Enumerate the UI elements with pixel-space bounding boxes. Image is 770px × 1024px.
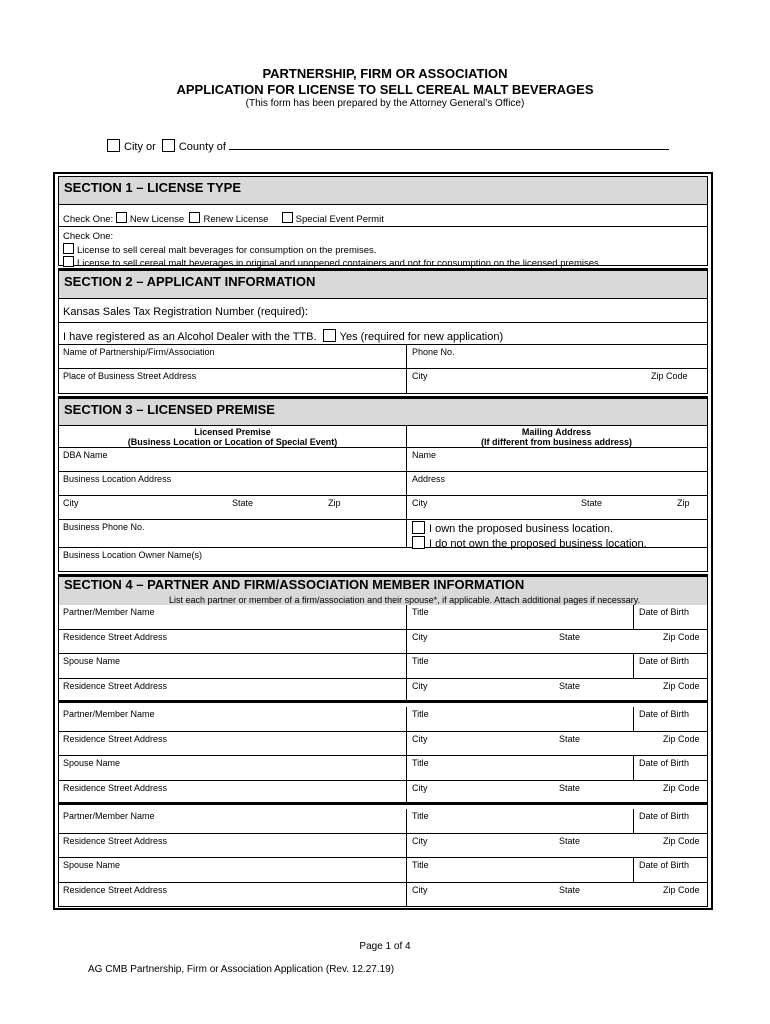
- residence-address-label: Residence Street Address: [63, 782, 168, 793]
- member-row: [59, 605, 707, 630]
- section-3-title: SECTION 3 – LICENSED PREMISE: [59, 399, 707, 426]
- date-of-birth-label: Date of Birth: [639, 811, 690, 821]
- title-label: Title: [412, 811, 429, 821]
- city-label: City or: [124, 141, 156, 153]
- section-2-title: SECTION 2 – APPLICANT INFORMATION: [59, 271, 707, 299]
- date-of-birth-label: Date of Birth: [639, 709, 690, 719]
- county-input[interactable]: [229, 139, 669, 150]
- member-row: [59, 858, 707, 883]
- form-title-line2: APPLICATION FOR LICENSE TO SELL CEREAL MALT BEVERAGES: [176, 82, 594, 97]
- s3-mail-zip-label: Zip: [677, 498, 690, 508]
- renew-license-label: Renew License: [203, 214, 269, 225]
- member-row: [59, 707, 707, 732]
- zip-code-label: Zip Code: [663, 835, 700, 846]
- section-3: [58, 396, 708, 572]
- check-one-label-2: Check One:: [63, 231, 114, 242]
- special-event-label: Special Event Permit: [295, 214, 384, 225]
- tax-registration-label: Kansas Sales Tax Registration Number (required):: [63, 306, 308, 318]
- section-1: [58, 176, 708, 269]
- city-label: City: [412, 782, 428, 793]
- title-label: Title: [412, 656, 429, 666]
- date-of-birth-label: Date of Birth: [639, 607, 690, 617]
- city-label: City: [412, 884, 428, 895]
- city-label-s2: City: [412, 371, 428, 381]
- form-title-line1: PARTNERSHIP, FIRM OR ASSOCIATION: [262, 66, 508, 81]
- state-label: State: [559, 733, 581, 744]
- member-row: [59, 834, 707, 859]
- s3-mail-city-label: City: [412, 498, 428, 508]
- ttb-label: I have registered as an Alcohol Dealer with the TTB.: [63, 331, 317, 343]
- check-one-label: Check One:: [63, 214, 114, 225]
- spouse-name-label: Spouse Name: [63, 860, 121, 870]
- county-label: County of: [178, 141, 226, 153]
- mailing-address-heading: Mailing Address: [521, 427, 592, 437]
- title-label: Title: [412, 860, 429, 870]
- s3-city-label: City: [63, 498, 79, 508]
- section-1-title: SECTION 1 – LICENSE TYPE: [59, 177, 707, 205]
- member-row: [59, 883, 707, 908]
- member-row: [59, 732, 707, 757]
- partner-name-label: Partner/Member Name: [63, 709, 155, 719]
- member-row: [59, 679, 707, 704]
- city-label: City: [412, 680, 428, 691]
- section-2: [58, 268, 708, 394]
- s3-zip-label: Zip: [328, 498, 341, 508]
- spouse-name-label: Spouse Name: [63, 656, 121, 666]
- zip-code-label: Zip Code: [663, 782, 700, 793]
- residence-address-label: Residence Street Address: [63, 733, 168, 744]
- date-of-birth-label: Date of Birth: [639, 656, 690, 666]
- s3-mail-state-label: State: [581, 498, 603, 508]
- date-of-birth-label: Date of Birth: [639, 860, 690, 870]
- state-label: State: [559, 884, 581, 895]
- city-county-line: [107, 139, 687, 153]
- title-label: Title: [412, 709, 429, 719]
- city-label: City: [412, 835, 428, 846]
- s3-state-label: State: [232, 498, 254, 508]
- section-4: [58, 574, 708, 907]
- state-label: State: [559, 631, 581, 642]
- mailing-name-label: Name: [412, 450, 437, 460]
- mailing-address-label: Address: [412, 474, 446, 484]
- original-containers-label: License to sell cereal malt beverages in original and unopened containers and not for consumption on the licensed premises.: [77, 258, 602, 269]
- member-row: [59, 630, 707, 655]
- zip-code-label: Zip Code: [663, 680, 700, 691]
- member-row: [59, 654, 707, 679]
- owner-names-label: Business Location Owner Name(s): [63, 550, 203, 560]
- residence-address-label: Residence Street Address: [63, 680, 168, 691]
- partner-name-label: Partner/Member Name: [63, 607, 155, 617]
- section-4-note: List each partner or member of a firm/association and their spouse*, if applicable. Attach additional pages if necessary.: [169, 595, 641, 605]
- city-checkbox[interactable]: [107, 139, 120, 152]
- county-checkbox[interactable]: [162, 139, 175, 152]
- premises-checkbox[interactable]: [63, 243, 74, 254]
- not-own-location-label: I do not own the proposed business location.: [429, 538, 647, 550]
- page-number: Page 1 of 4: [359, 941, 411, 952]
- new-license-checkbox[interactable]: [116, 212, 127, 223]
- licensed-premise-heading: Licensed Premise: [194, 427, 271, 437]
- section-4-title: SECTION 4 – PARTNER AND FIRM/ASSOCIATION MEMBER INFORMATION: [64, 577, 525, 592]
- title-label: Title: [412, 758, 429, 768]
- partnership-name-label: Name of Partnership/Firm/Association: [63, 347, 215, 357]
- zip-code-label: Zip Code: [663, 884, 700, 895]
- title-label: Title: [412, 607, 429, 617]
- residence-address-label: Residence Street Address: [63, 835, 168, 846]
- residence-address-label: Residence Street Address: [63, 631, 168, 642]
- special-event-checkbox[interactable]: [282, 212, 293, 223]
- member-row: [59, 809, 707, 834]
- own-location-checkbox[interactable]: [412, 521, 425, 534]
- original-containers-checkbox[interactable]: [63, 256, 74, 267]
- zip-code-label: Zip Code: [663, 631, 700, 642]
- city-label: City: [412, 631, 428, 642]
- ttb-yes-checkbox[interactable]: [323, 329, 336, 342]
- zip-label-s2: Zip Code: [651, 371, 688, 381]
- state-label: State: [559, 782, 581, 793]
- mailing-address-subheading: (If different from business address): [480, 437, 633, 447]
- new-license-label: New License: [129, 214, 185, 225]
- spouse-name-label: Spouse Name: [63, 758, 121, 768]
- business-phone-label: Business Phone No.: [63, 522, 145, 532]
- zip-code-label: Zip Code: [663, 733, 700, 744]
- partner-name-label: Partner/Member Name: [63, 811, 155, 821]
- city-label: City: [412, 733, 428, 744]
- residence-address-label: Residence Street Address: [63, 884, 168, 895]
- form-revision: AG CMB Partnership, Firm or Association Application (Rev. 12.27.19): [88, 964, 395, 975]
- renew-license-checkbox[interactable]: [189, 212, 200, 223]
- premises-label: License to sell cereal malt beverages for consumption on the premises.: [77, 244, 377, 256]
- dba-name-label: DBA Name: [63, 450, 108, 460]
- state-label: State: [559, 680, 581, 691]
- state-label: State: [559, 835, 581, 846]
- member-row: [59, 781, 707, 806]
- member-row: [59, 756, 707, 781]
- form-subtitle: (This form has been prepared by the Attorney General’s Office): [245, 98, 525, 109]
- ttb-yes-label: Yes (required for new application): [339, 331, 504, 343]
- own-location-label: I own the proposed business location.: [429, 523, 614, 535]
- date-of-birth-label: Date of Birth: [639, 758, 690, 768]
- phone-label: Phone No.: [412, 347, 455, 357]
- place-address-label: Place of Business Street Address: [63, 371, 197, 381]
- business-location-address-label: Business Location Address: [63, 474, 172, 484]
- licensed-premise-subheading: (Business Location or Location of Special Event): [127, 437, 338, 447]
